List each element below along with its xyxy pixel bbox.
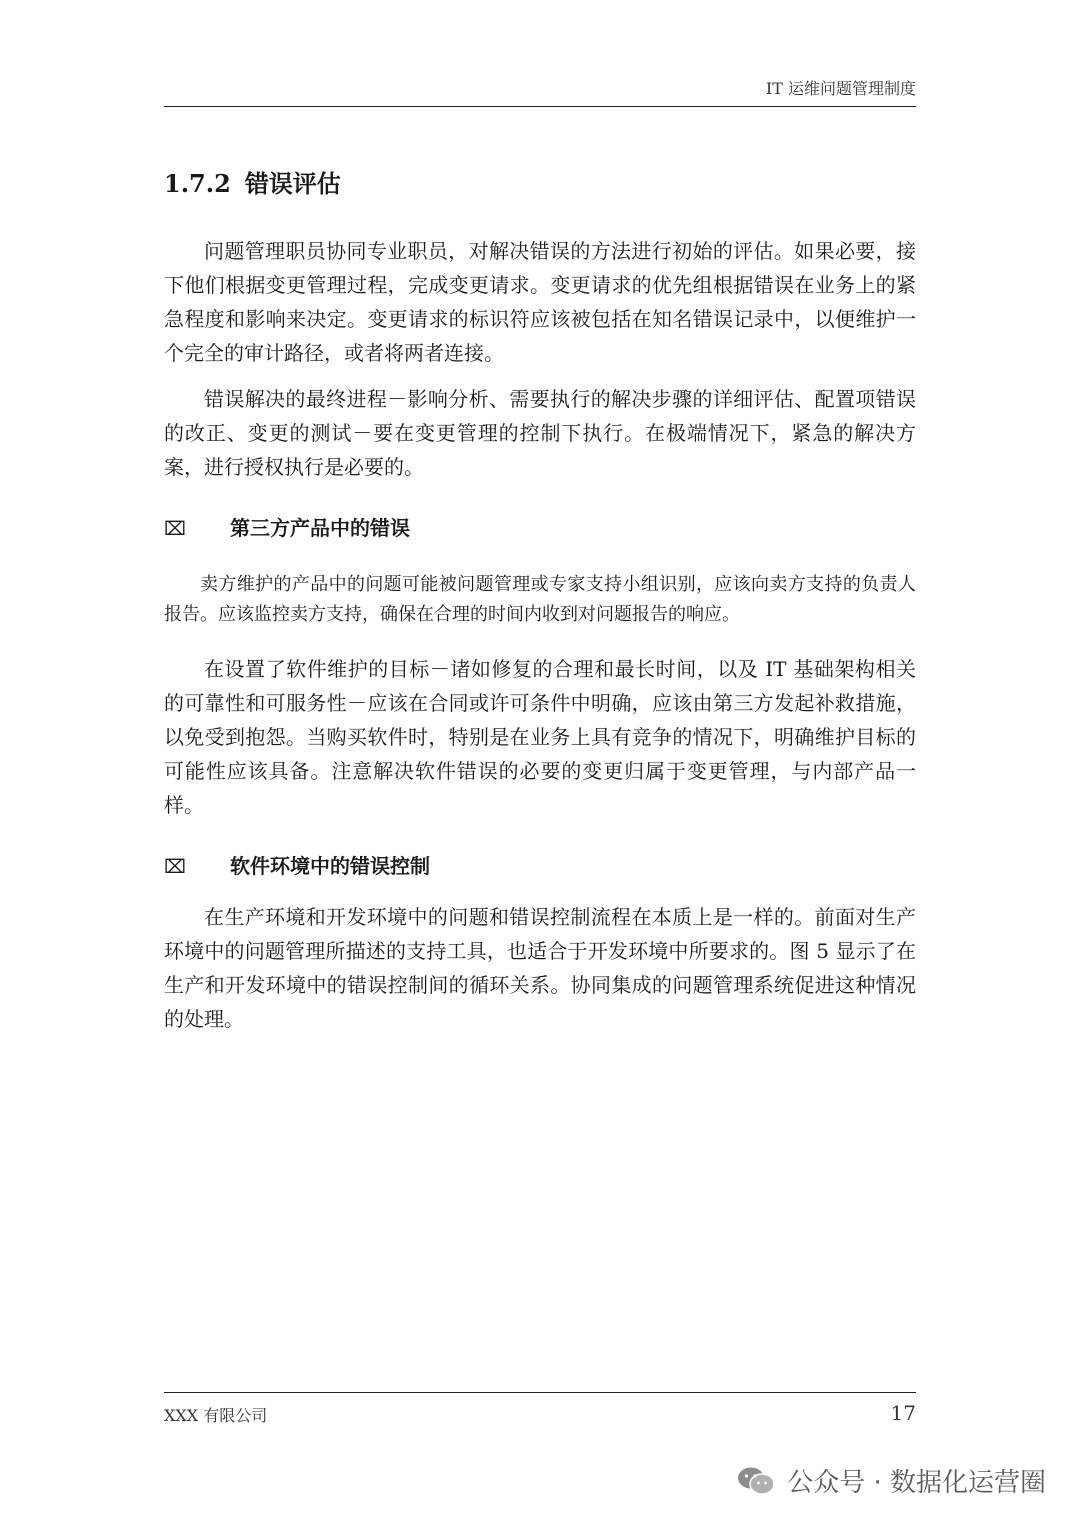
wechat-icon xyxy=(737,1466,775,1496)
checkbox-cross-icon: ⌧ xyxy=(164,518,186,540)
subheading-label: 软件环境中的错误控制 xyxy=(230,854,430,878)
checkbox-cross-icon: ⌧ xyxy=(164,856,186,878)
subheading-third-party-errors xyxy=(164,512,410,541)
paragraph-4: 在设置了软件维护的目标－诸如修复的合理和最长时间，以及 IT 基础架构相关的可靠性和可服务性－应该在合同或许可条件中明确，应该由第三方发起补救措施，以免受到抱怨。当购买软件时，特别是在业务上具有竞争的情况下，明确维护目标的可能性应该具备。注意解决软件错误的必要的变更归属于变更管理，与内部产品一样。 xyxy=(164,657,916,817)
section-number: 1.7.2 xyxy=(164,169,231,198)
page-number: 17 xyxy=(890,1401,916,1425)
paragraph-2: 错误解决的最终进程－影响分析、需要执行的解决步骤的详细评估、配置项错误的改正、变更的测试－要在变更管理的控制下执行。在极端情况下，紧急的解决方案，进行授权执行是必要的。 xyxy=(164,387,916,479)
subheading-software-env-errors xyxy=(164,850,430,879)
section-title: 错误评估 xyxy=(244,169,341,198)
watermark xyxy=(737,1462,1046,1499)
watermark-text: 公众号 · 数据化运营圈 xyxy=(787,1468,1046,1498)
paragraph-1: 问题管理职员协同专业职员，对解决错误的方法进行初始的评估。如果必要，接下他们根据变更管理过程，完成变更请求。变更请求的优先组根据错误在业务上的紧急程度和影响来决定。变更请求的标识符应该被包括在知名错误记录中，以便维护一个完全的审计路径，或者将两者连接。 xyxy=(164,239,916,365)
footer-company: XXX 有限公司 xyxy=(164,1406,268,1425)
subheading-label: 第三方产品中的错误 xyxy=(230,516,410,540)
header-title: IT 运维问题管理制度 xyxy=(765,79,916,98)
paragraph-3: 卖方维护的产品中的问题可能被问题管理或专家支持小组识别，应该向卖方支持的负责人报告。应该监控卖方支持，确保在合理的时间内收到对问题报告的响应。 xyxy=(164,574,916,625)
section-heading xyxy=(164,164,341,199)
header-divider xyxy=(164,106,916,107)
paragraph-5: 在生产环境和开发环境中的问题和错误控制流程在本质上是一样的。前面对生产环境中的问题管理所描述的支持工具，也适合于开发环境中所要求的。图 5 显示了在生产和开发环境中的错误控制间的循环关系。协同集成的问题管理系统促进这种情况的处理。 xyxy=(164,905,916,1031)
footer-divider xyxy=(164,1392,916,1393)
